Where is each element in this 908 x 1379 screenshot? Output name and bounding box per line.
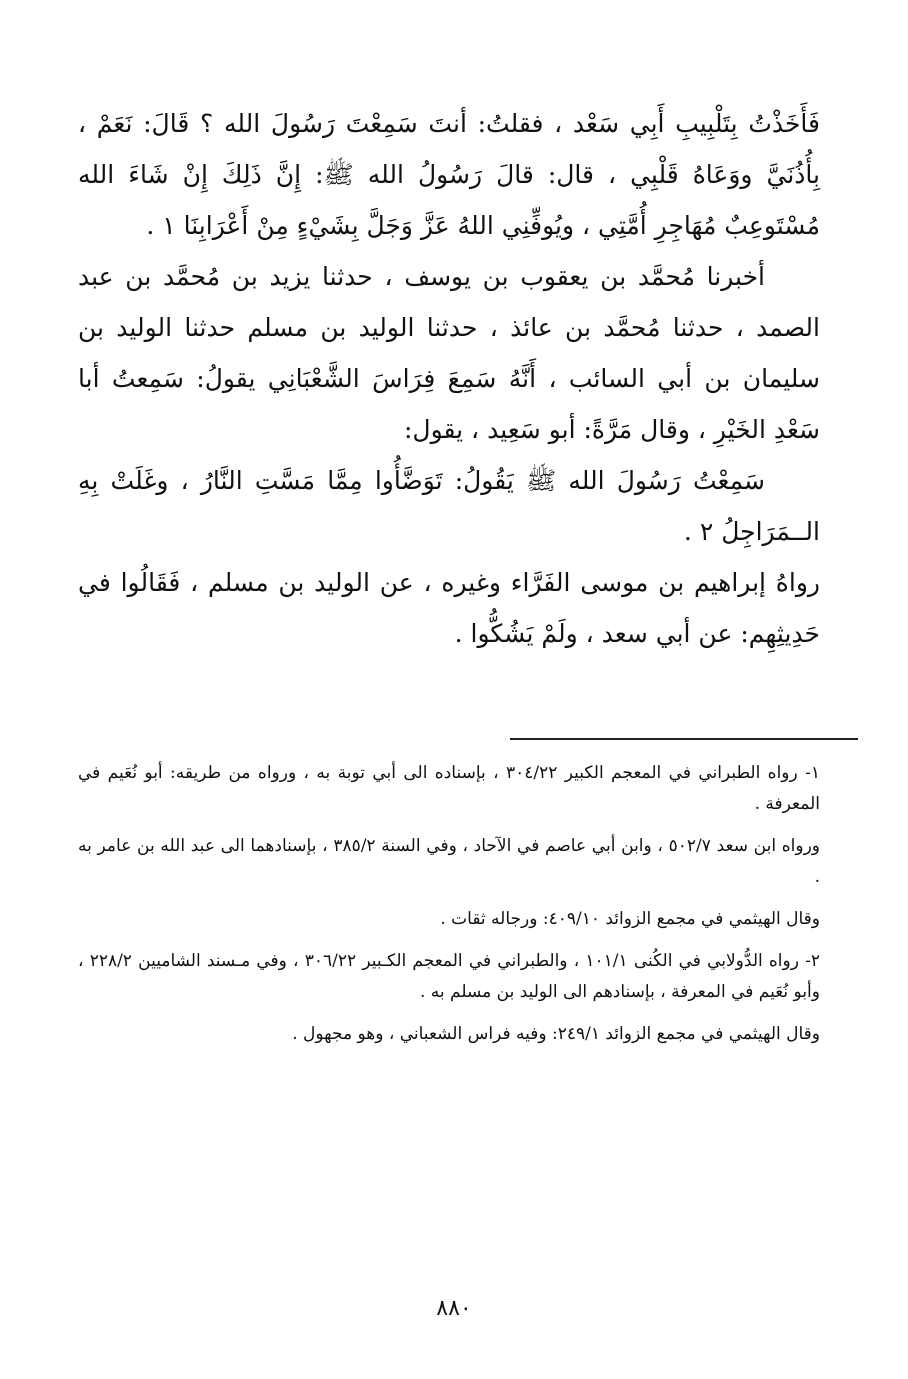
paragraph-isnad: أخبرنا مُحمَّد بن يعقوب بن يوسف ، حدثنا يزيد بن مُحمَّد بن عبد الصمد ، حدثنا مُحمَّد بن عائذ ، حدثنا الوليد بن مسلم حدثنا الوليد بن سليمان بن أبي السائب ، أَنَّهُ سَمِعَ فِرَاسَ الشَّعْبَانِي يقولُ: سَمِعتُ أبا سَعْدِ الخَيْرِ ، وقال مَرَّةً: أبو سَعِيد ، يقول: [78, 262, 820, 444]
main-text-body [78, 98, 820, 659]
footnote-2: ٢- رواه الدُّولابي في الكُنى ١٠١/١ ، والطبراني في المعجم الكـبير ٣٠٦/٢٢ ، وفي مـسند الشاميين ٢٢٨/٢ ، وأبو نُعَيم في المعرفة ، بإسنادهم الى الوليد بن مسلم به . [78, 951, 821, 1002]
footnote-divider [510, 738, 858, 740]
paragraph-hadith: سَمِعْتُ رَسُولَ الله ﷺ يَقُولُ: تَوَضَّأُوا مِمَّا مَسَّتِ النَّارُ ، وغَلَتْ بِهِ الــمَرَاجِلُ ٢ . [78, 466, 820, 546]
footnote-1: ١- رواه الطبراني في المعجم الكبير ٣٠٤/٢٢ ، بإسناده الى أبي توبة به ، ورواه من طريقه: أبو نُعَيم في المعرفة . [78, 763, 820, 814]
page-number: ٨٨٠ [436, 1296, 472, 1321]
footnote-1-haythami: وقال الهيثمي في مجمع الزوائد ٤٠٩/١٠: ورجاله ثقات . [440, 909, 820, 929]
footnote-2-haythami: وقال الهيثمي في مجمع الزوائد ٢٤٩/١: وفيه فراس الشعباني ، وهو مجهول . [292, 1024, 820, 1044]
footnote-1-continued: ورواه ابن سعد ٥٠٢/٧ ، وابن أبي عاصم في الآحاد ، وفي السنة ٣٨٥/٢ ، بإسنادهما الى عبد الله بن عامر به . [78, 836, 821, 887]
paragraph-narration: فَأَخَذْتُ بِتَلْبِيبِ أَبِي سَعْد ، فقلتُ: أنتَ سَمِعْتَ رَسُولَ الله ؟ قَالَ: نَعَمْ ، بِأُذُنَيَّ ووَعَاهُ قَلْبِي ، قال: قالَ رَسُولُ الله ﷺ: إِنَّ ذَلِكَ إِنْ شَاءَ الله مُسْتَوعِبٌ مُهَاجِرِ أُمَّتِي ، ويُوفِّنِي اللهُ عَزَّ وَجَلَّ بِشَيْءٍ مِنْ أَعْرَابِنَا ١ . [78, 109, 820, 240]
paragraph-riwaya: رواهُ إبراهيم بن موسى الفَرَّاء وغيره ، عن الوليد بن مسلم ، فَقَالُوا في حَدِيثِهِم: عن أبي سعد ، ولَمْ يَشُكُّوا . [78, 568, 820, 648]
footnotes-section [78, 758, 820, 1061]
